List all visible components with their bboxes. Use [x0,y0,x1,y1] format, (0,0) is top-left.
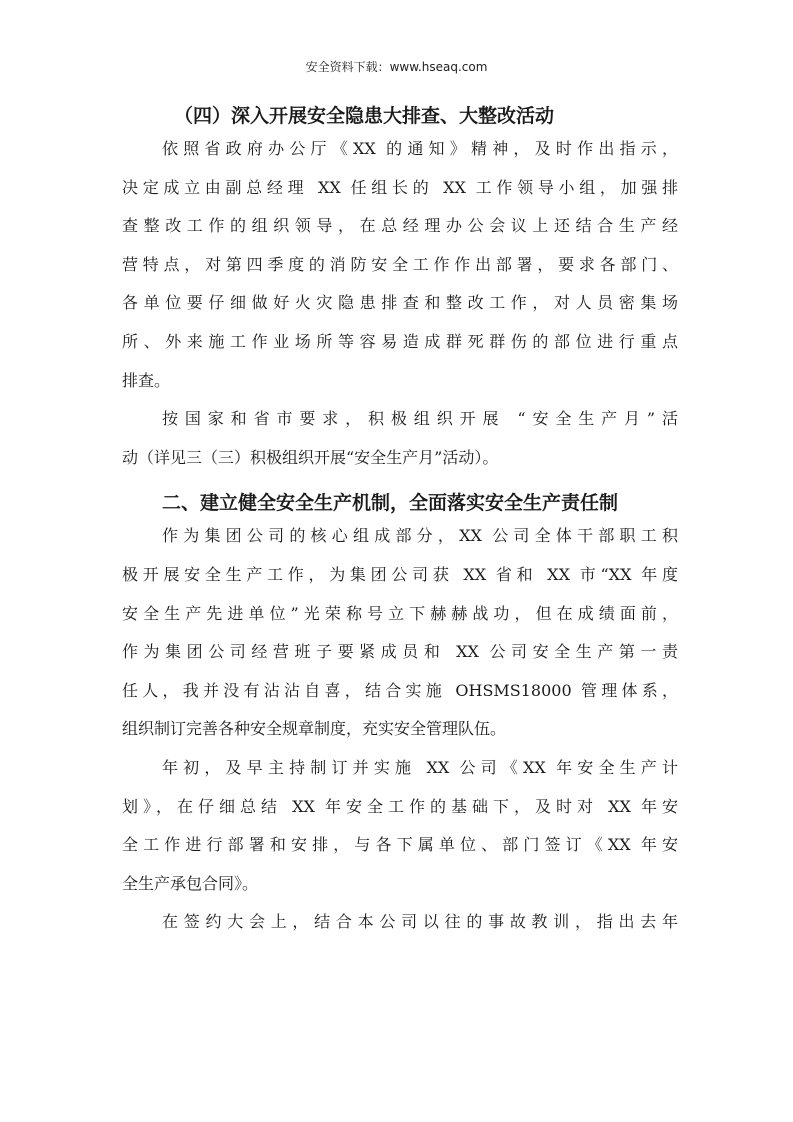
paragraph-5 [122,909,678,948]
paragraph-line: 划》，在仔细总结 XX 年安全工作的基础下，及时对 XX 年安 [122,796,678,816]
paragraph-line: 任人，我并没有沾沾自喜，结合实施 OHSMS18000 管理体系， [122,680,678,700]
page-header: 安全资料下载：www.hseaq.com [305,60,488,74]
paragraph-2 [122,406,678,483]
paragraph-line: 组织制订完善各种安全规章制度，充实安全管理队伍。 [122,719,507,739]
paragraph-line: 作为集团公司的核心组成部分，XX 公司全体干部职工积 [162,526,678,546]
paragraph-3 [122,523,678,755]
paragraph-line: 营特点，对第四季度的消防安全工作作出部署，要求各部门、 [122,254,678,274]
section-heading-2: 二、建立健全安全生产机制，全面落实安全生产责任制 [162,492,619,515]
paragraph-line: 年初，及早主持制订并实施 XX 公司《XX 年安全生产计 [162,757,678,777]
section-heading-4: （四）深入开展安全隐患大排查、大整改活动 [174,105,555,127]
paragraph-line: 全生产承包合同》。 [122,873,259,893]
paragraph-line: 查整改工作的组织领导，在总经理办公会议上还结合生产经 [122,216,678,236]
paragraph-line: 在签约大会上，结合本公司以往的事故教训，指出去年 [162,912,678,932]
paragraph-line: 动（详见三（三）积极组织开展“安全生产月”活动）。 [122,447,499,467]
paragraph-line: 极开展安全生产工作，为集团公司获 XX 省和 XX 市“XX 年度 [122,564,678,584]
paragraph-line: 按国家和省市要求，积极组织开展 “安全生产月”活 [162,409,678,429]
paragraph-4 [122,755,678,909]
paragraph-line: 各单位要仔细做好火灾隐患排查和整改工作，对人员密集场 [122,293,678,313]
paragraph-line: 排查。 [122,370,171,390]
paragraph-line: 全工作进行部署和安排，与各下属单位、部门签订《XX 年安 [122,835,678,855]
paragraph-line: 决定成立由副总经理 XX 任组长的 XX 工作领导小组，加强排 [122,177,678,197]
paragraph-line: 所、外来施工作业场所等容易造成群死群伤的部位进行重点 [122,331,678,351]
paragraph-line: 作为集团公司经营班子要紧成员和 XX 公司安全生产第一责 [122,642,678,662]
document-body [122,96,678,948]
paragraph-line: 依照省政府办公厅《XX 的通知》精神，及时作出指示， [162,139,678,158]
paragraph-1 [122,136,678,406]
paragraph-line: 安全生产先进单位”光荣称号立下赫赫战功，但在成绩面前， [122,603,678,623]
